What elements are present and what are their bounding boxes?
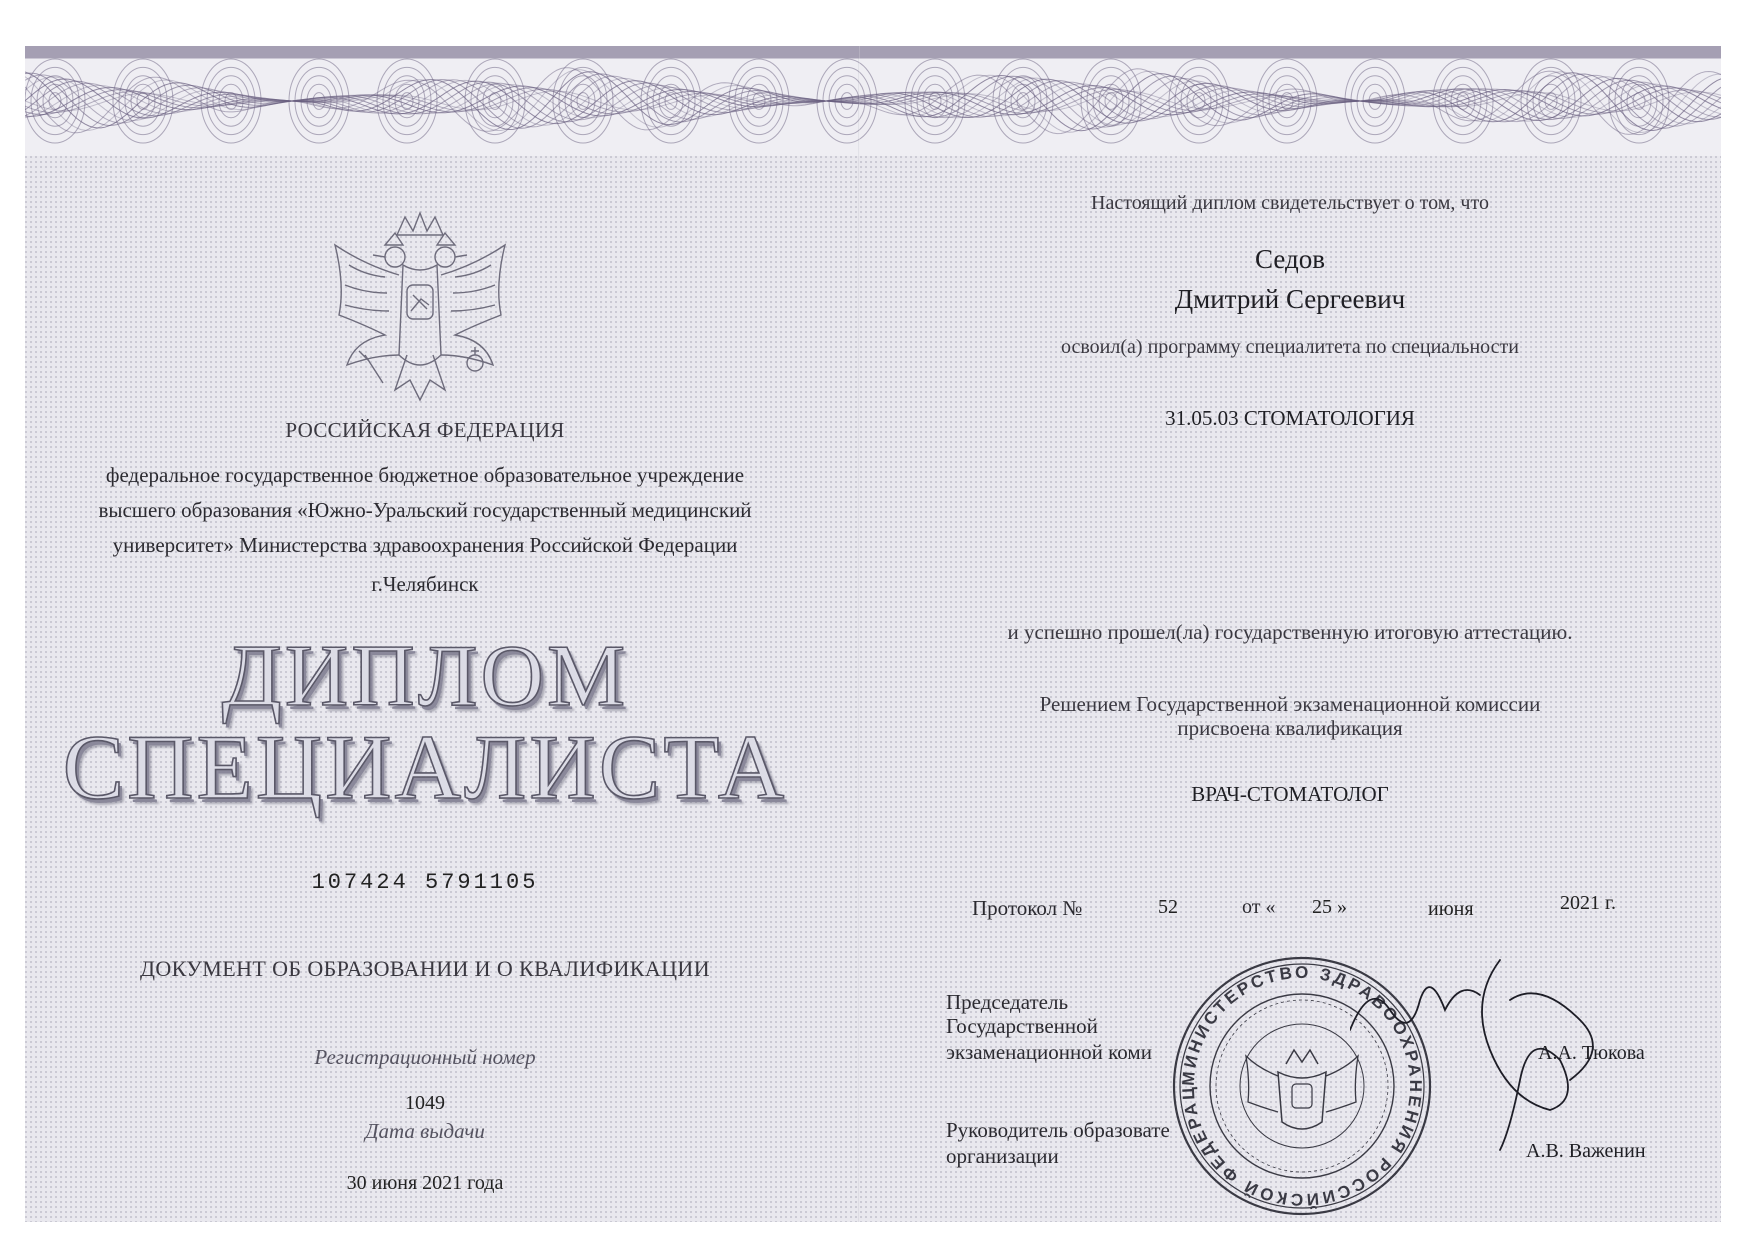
institution-line: высшего образования «Южно-Уральский государственный медицинский xyxy=(98,498,752,522)
protocol-date-prefix: от « xyxy=(1242,896,1276,918)
institution-line: федеральное государственное бюджетное образовательное учреждение xyxy=(105,463,745,487)
institution-line: университет» Министерства здравоохранения Российской Федерации xyxy=(112,533,738,557)
protocol-label: Протокол № xyxy=(972,896,1083,920)
coat-of-arms-icon xyxy=(325,205,515,415)
chairman-name: А.А. Тюкова xyxy=(1538,1042,1645,1064)
seal-text: МИНИСТЕРСТВО ЗДРАВООХРАНЕНИЯ РОССИЙСКОЙ ФЕДЕРАЦ xyxy=(1178,962,1426,1210)
protocol-year: 2021 г. xyxy=(1560,892,1616,914)
chairman-title: Государственной xyxy=(946,1014,1098,1038)
commission-text: Решением Государственной экзаменационной комиссии xyxy=(1039,692,1541,716)
qualification: ВРАЧ-СТОМАТОЛОГ xyxy=(1191,782,1389,806)
institution-city: г.Челябинск xyxy=(371,572,479,596)
specialty: 31.05.03 СТОМАТОЛОГИЯ xyxy=(1165,406,1415,430)
chairman-signature-icon xyxy=(1350,987,1480,1030)
chairman-title: экзаменационной коми xyxy=(946,1040,1152,1064)
issue-date-label: Дата выдачи xyxy=(365,1119,485,1143)
reg-number-value: 1049 xyxy=(405,1092,445,1114)
serial-number: 107424 5791105 xyxy=(311,870,539,895)
reg-number-label: Регистрационный номер xyxy=(314,1045,536,1069)
page-fold xyxy=(858,46,860,1222)
graduate-surname: Седов xyxy=(1255,244,1325,274)
chairman-title: Председатель xyxy=(946,990,1069,1014)
commission-text: присвоена квалификация xyxy=(1177,716,1403,740)
head-name: А.В. Важенин xyxy=(1526,1140,1646,1162)
diploma-subtitle: СПЕЦИАЛИСТА xyxy=(62,716,788,818)
certify-text: Настоящий диплом свидетельствует о том, что xyxy=(1091,192,1489,214)
head-signature-icon xyxy=(1482,960,1568,1150)
protocol-day: 25 » xyxy=(1312,896,1347,918)
country-label: РОССИЙСКАЯ ФЕДЕРАЦИЯ xyxy=(285,418,565,442)
diploma-title: ДИПЛОМ xyxy=(221,628,629,725)
protocol-month: июня xyxy=(1428,898,1474,920)
guilloche-border xyxy=(25,46,1721,156)
issue-date-value: 30 июня 2021 года xyxy=(346,1172,504,1194)
graduate-name: Дмитрий Сергеевич xyxy=(1174,284,1406,314)
attestation-text: и успешно прошел(ла) государственную итоговую аттестацию. xyxy=(1007,620,1573,644)
signatures xyxy=(1350,940,1650,1160)
head-title: Руководитель образовате xyxy=(946,1118,1170,1142)
head-title: организации xyxy=(946,1144,1059,1168)
program-text: освоил(а) программу специалитета по специальности xyxy=(1061,336,1519,358)
protocol-number: 52 xyxy=(1158,896,1178,918)
document-type: ДОКУМЕНТ ОБ ОБРАЗОВАНИИ И О КВАЛИФИКАЦИИ xyxy=(139,956,710,981)
